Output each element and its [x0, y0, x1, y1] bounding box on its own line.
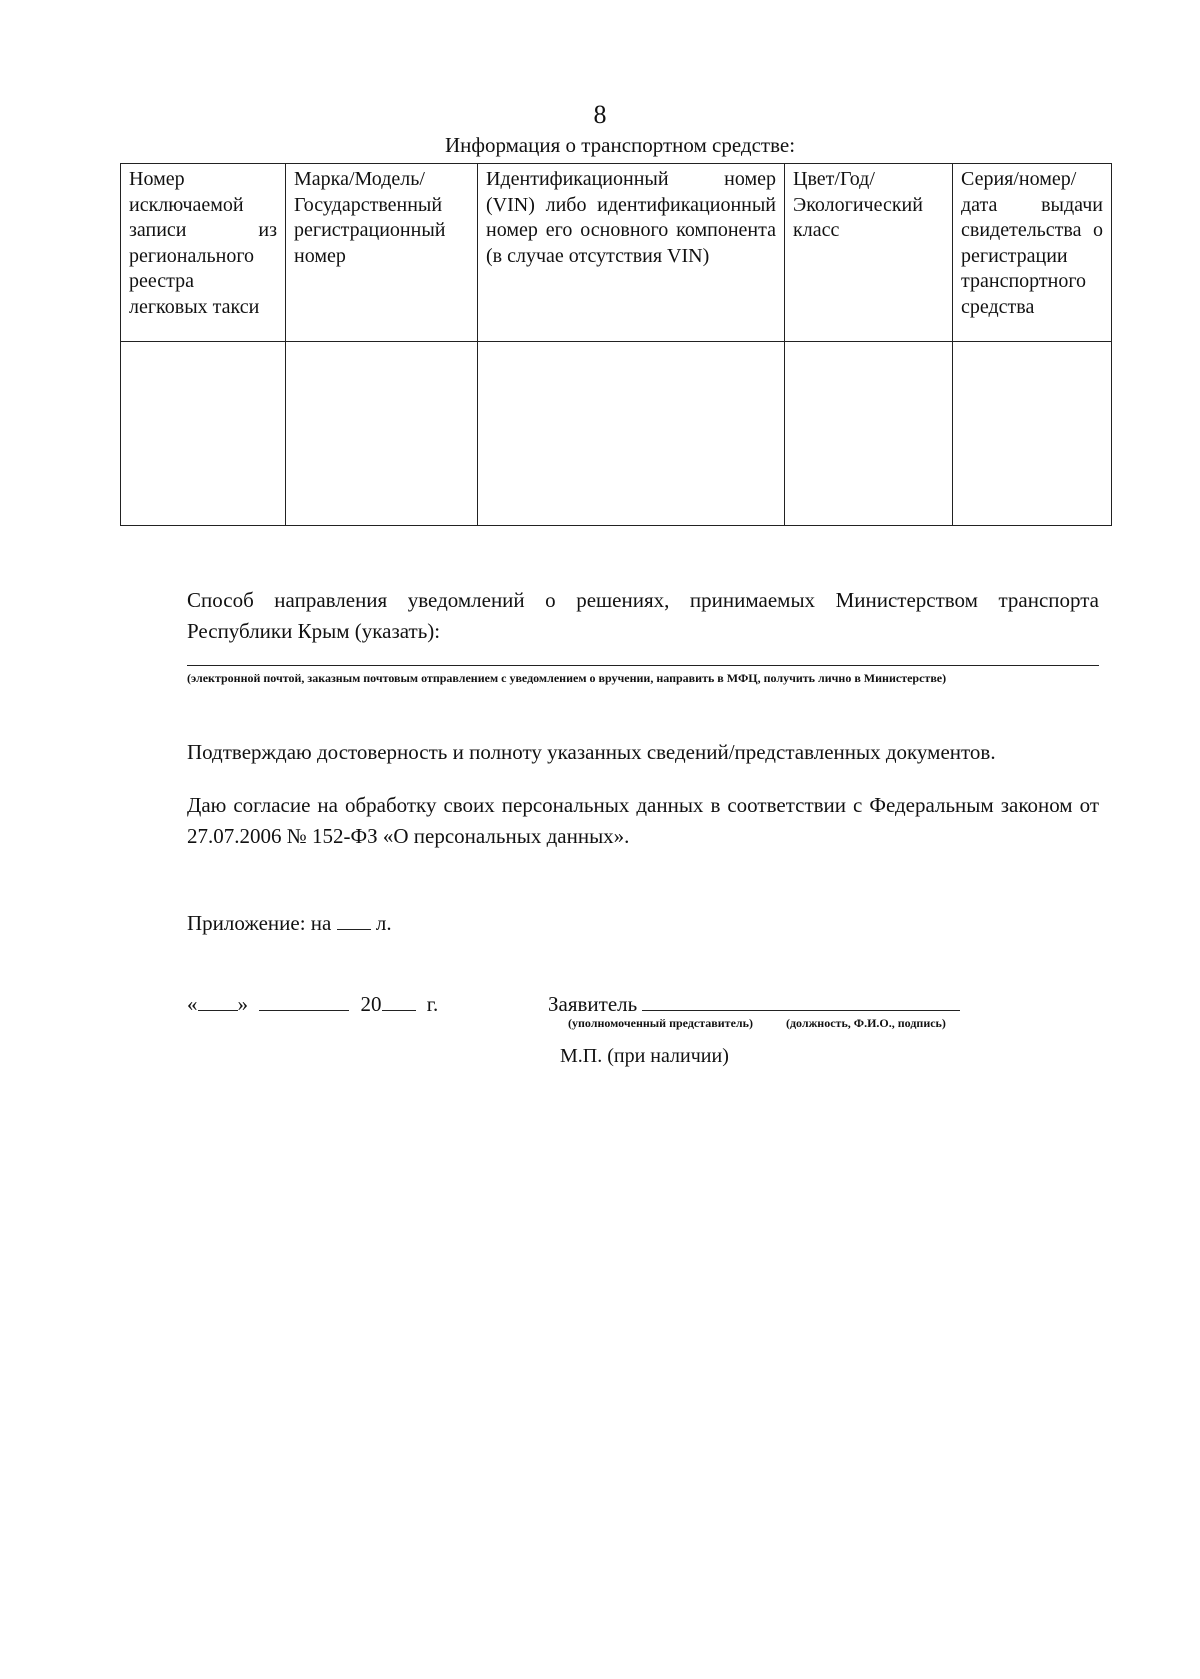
applicant-note-representative: (уполномоченный представитель) — [568, 1016, 753, 1030]
confirmation-text: Подтверждаю достоверность и полноту указанных сведений/представленных документов. — [187, 740, 996, 764]
date-open-quote: « — [187, 992, 198, 1016]
notification-method-text: Способ направления уведомлений о решениях, принимаемых Министерством транспорта Республики Крым (указать): — [187, 588, 1099, 643]
notification-method-input-line[interactable] — [187, 665, 1099, 666]
notification-method-hint: (электронной почтой, заказным почтовым отправлением с уведомлением о вручении, направить в МФЦ, получить лично в Министерстве) — [187, 671, 947, 685]
header-record-number: Номер исключаемой записи из регионального реестра легковых такси — [121, 164, 286, 342]
applicant-note-signature: (должность, Ф.И.О., подпись) — [785, 1016, 946, 1030]
applicant-signature-row — [548, 990, 960, 1017]
header-color-year-class: Цвет/Год/ Экологический класс — [785, 164, 953, 342]
applicant-label: Заявитель — [548, 992, 638, 1016]
page-number: 8 — [593, 100, 607, 129]
table-caption: Информация о транспортном средстве: — [444, 133, 796, 157]
table-header-row — [121, 164, 1112, 342]
table-cell-make-model-plate[interactable] — [286, 342, 478, 526]
attachment-prefix: Приложение: на — [187, 911, 332, 935]
date-month-blank[interactable] — [259, 990, 349, 1011]
table-cell-vin[interactable] — [478, 342, 785, 526]
date-row — [187, 990, 438, 1017]
attachment-suffix: л. — [375, 911, 392, 935]
header-registration-certificate: Серия/номер/ дата выдачи свидетельства о регистрации транспортного средства — [953, 164, 1112, 342]
table-cell-color-year-class[interactable] — [785, 342, 953, 526]
applicant-signature-blank[interactable] — [642, 990, 960, 1011]
table-row — [121, 342, 1112, 526]
table-cell-registration-certificate[interactable] — [953, 342, 1112, 526]
consent-text: Даю согласие на обработку своих персональных данных в соответствии с Федеральным законом от 27.07.2006 № 152-ФЗ «О персональных данных». — [187, 793, 1099, 848]
date-day-blank[interactable] — [198, 990, 238, 1011]
date-year-suffix: г. — [426, 992, 439, 1016]
date-close-quote: » — [237, 992, 248, 1016]
attachment-line — [187, 908, 1099, 939]
vehicle-info-table — [120, 163, 1112, 526]
header-vin: Идентификационный номер (VIN) либо идентификационный номер его основного компонента (в случае отсутствия VIN) — [478, 164, 785, 342]
table-cell-record-number[interactable] — [121, 342, 286, 526]
stamp-label: М.П. (при наличии) — [560, 1045, 729, 1067]
date-year-prefix: 20 — [360, 992, 382, 1016]
applicant-notes — [568, 1016, 946, 1031]
header-make-model-plate: Марка/Модель/ Государственный регистрационный номер — [286, 164, 478, 342]
attachment-pages-blank[interactable] — [337, 909, 371, 930]
date-year-blank[interactable] — [382, 990, 416, 1011]
